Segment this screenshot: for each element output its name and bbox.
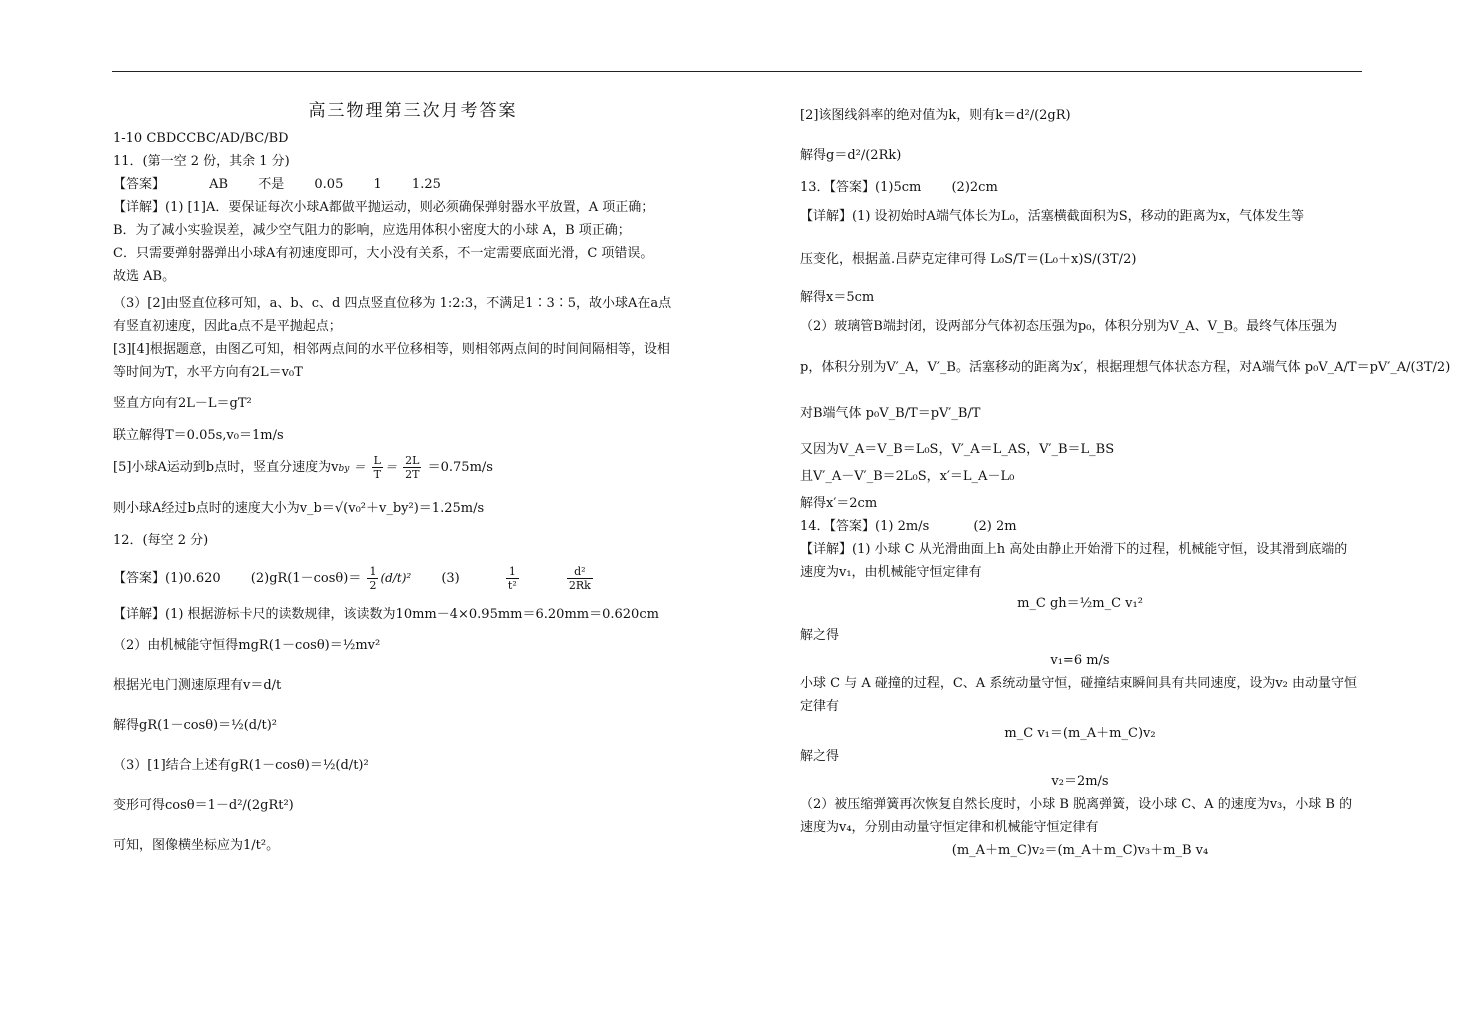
- q12-g-result: 解得g＝d²/(2Rk): [800, 148, 902, 163]
- q14-answer-2: (2) 2m: [973, 519, 1017, 534]
- left-column: [113, 96, 673, 866]
- q12-answer-1: 【答案】(1)0.620: [113, 571, 221, 586]
- q11-part34: [3][4]根据题意，由图乙可知，相邻两点间的水平位移相等，则相邻两点间的时间间隔相等，设相等时间为T，水平方向有2L＝v₀T: [113, 342, 670, 380]
- part5-text: [5]小球A运动到b点时，竖直分速度为v: [113, 460, 339, 475]
- q14-answer-row: [800, 515, 1360, 538]
- fraction-half: $\frac{1}{2}$: [369, 565, 377, 592]
- answer-4: 1: [373, 177, 382, 192]
- q12-answer-2: (2)gR(1－cosθ)＝: [250, 571, 362, 586]
- answer-3: 0.05: [314, 177, 344, 192]
- q14-eq-1: m_C gh＝½m_C v₁²: [1017, 596, 1143, 611]
- q14-detail-3: （2）被压缩弹簧再次恢复自然长度时，小球 B 脱离弹簧，设小球 C、A 的速度为v₃，小球 B 的速度为v₄，分别由动量守恒定律和机械能守恒定律有: [800, 797, 1353, 835]
- q12-detail-7: 可知，图像横坐标应为1/t²。: [113, 838, 280, 853]
- q11-vertical: 竖直方向有2L－L＝gT²: [113, 396, 252, 411]
- fraction-d2-2Rk: $\frac{\text{d²}}{2Rk}$: [568, 565, 591, 592]
- q13-result-2: 解得x′＝2cm: [800, 496, 878, 511]
- answer-1: AB: [209, 177, 229, 192]
- right-column: [800, 96, 1451, 862]
- q12-detail-2: （2）由机械能守恒得mgR(1－cosθ)＝½mv²: [113, 638, 381, 653]
- q13-detail-6: 又因为V_A＝V_B＝L₀S，V′_A＝L_AS，V′_B＝L_BS: [800, 442, 1115, 457]
- q14-eq-2: m_C v₁＝(m_A＋m_C)v₂: [1004, 726, 1156, 741]
- fraction-2L-2T: $\frac{2L}{2T}$: [405, 454, 420, 481]
- q14-v1: v₁=6 m/s: [1050, 653, 1110, 668]
- q14-solve-2: 解之得: [800, 749, 840, 764]
- q13-answer-1: 13．【答案】(1)5cm: [800, 180, 922, 195]
- q13-detail-2: 压变化，根据盖.吕萨克定律可得 L₀S/T＝(L₀＋x)S/(3T/2): [800, 252, 1137, 267]
- q12-detail-1: 【详解】(1) 根据游标卡尺的读数规律，该读数为10mm－4×0.95mm＝6.20mm＝0.620cm: [113, 607, 659, 622]
- fraction-1-t2: $\frac{1}{\text{t²}}$: [507, 565, 517, 592]
- q13-detail-3: （2）玻璃管B端封闭，设两部分气体初态压强为p₀，体积分别为V_A、V_B。最终气体压强为: [800, 319, 1338, 334]
- q12-slope: [2]该图线斜率的绝对值为k，则有k＝d²/(2gR): [800, 108, 1071, 123]
- q13-detail-7: 且V′_A－V′_B＝2L₀S，x′＝L_A－L₀: [800, 469, 1015, 484]
- answer-2: 不是: [258, 177, 285, 192]
- q11-detail-a: 【详解】(1) [1]A．要保证每次小球A都做平抛运动，则必须确保弹射器水平放置，A 项正确；: [113, 200, 655, 215]
- q12-detail-4: 解得gR(1－cosθ)＝½(d/t)²: [113, 718, 278, 733]
- document-title: 高三物理第三次月考答案: [308, 101, 518, 121]
- header-rule: [112, 71, 1362, 72]
- q13-result-1: 解得x＝5cm: [800, 290, 875, 305]
- q12-detail-3: 根据光电门测速原理有v＝d/t: [113, 678, 282, 693]
- q11-part3: （3）[2]由竖直位移可知，a、b、c、d 四点竖直位移为 1:2:3，不满足1∶3∶5，故小球A在a点有竖直初速度，因此a点不是平抛起点；: [113, 296, 672, 334]
- answer-label: 【答案】: [113, 177, 166, 192]
- q11-part5: [5]小球A运动到b点时，竖直分速度为vby ＝ $\frac{L}{T}$ ＝ $\frac{2L}{2T}$ ＝0.75m/s: [113, 454, 493, 481]
- q14-eq-3: (m_A＋m_C)v₂＝(m_A＋m_C)v₃＋m_B v₄: [951, 843, 1209, 858]
- q14-detail-1: 【详解】(1) 小球 C 从光滑曲面上h 高处由静止开始滑下的过程，机械能守恒，设其滑到底端的速度为v₁，由机械能守恒定律有: [800, 542, 1348, 580]
- q12-detail-5: （3）[1]结合上述有gR(1－cosθ)＝½(d/t)²: [113, 758, 369, 773]
- answer-5: 1.25: [411, 177, 441, 192]
- q11-answer-row: [113, 173, 673, 196]
- q13-detail-4: p，体积分别为V′_A，V′_B。活塞移动的距离为x′，根据理想气体状态方程，对A端气体 p₀V_A/T＝pV′_A/(3T/2): [800, 360, 1451, 375]
- q12-detail-6: 变形可得cosθ＝1－d²/(2gRt²): [113, 798, 294, 813]
- mc-answers: 1-10 CBDCCBC/AD/BC/BD: [113, 131, 289, 146]
- q14-answer-1: 14．【答案】(1) 2m/s: [800, 519, 930, 534]
- q11-solve: 联立解得T＝0.05s,v₀＝1m/s: [113, 428, 284, 443]
- q11-speed: 则小球A经过b点时的速度大小为v_b＝√(v₀²＋v_by²)＝1.25m/s: [113, 501, 485, 516]
- q12-answer-3: (3): [441, 571, 460, 586]
- q13-detail-1: 【详解】(1) 设初始时A端气体长为L₀，活塞横截面积为S，移动的距离为x，气体发生等: [800, 209, 1305, 224]
- q14-detail-2: 小球 C 与 A 碰撞的过程，C、A 系统动量守恒，碰撞结束瞬间具有共同速度，设为v₂ 由动量守恒定律有: [800, 676, 1358, 714]
- part5-result: ＝0.75m/s: [427, 460, 493, 475]
- q13-answer-2: (2)2cm: [951, 180, 998, 195]
- q14-solve-1: 解之得: [800, 628, 840, 643]
- q12-answer-row: 【答案】(1)0.620 (2)gR(1－cosθ)＝ $\frac{1}{2}$ (d/t)² (3) $\frac{1}{\text{t²}}$ $\frac{\text{d²}}{2Rk}$: [113, 565, 591, 592]
- q13-detail-5: 对B端气体 p₀V_B/T＝pV′_B/T: [800, 406, 981, 421]
- q14-v2: v₂＝2m/s: [1051, 774, 1109, 789]
- q11-heading: 11．(第一空 2 份，其余 1 分): [113, 154, 290, 169]
- q11-detail-b: B．为了减小实验误差，减少空气阻力的影响，应选用体积小密度大的小球 A，B 项正确；: [113, 223, 631, 238]
- q11-choice: 故选 AB。: [113, 269, 176, 284]
- fraction-L-T: $\frac{L}{T}$: [373, 454, 381, 481]
- q12-heading: 12．(每空 2 分): [113, 533, 209, 548]
- q11-detail-c: C．只需要弹射器弹出小球A有初速度即可，大小没有关系，不一定需要底面光滑，C 项错误。: [113, 246, 654, 261]
- q13-answer-row: [800, 176, 1360, 199]
